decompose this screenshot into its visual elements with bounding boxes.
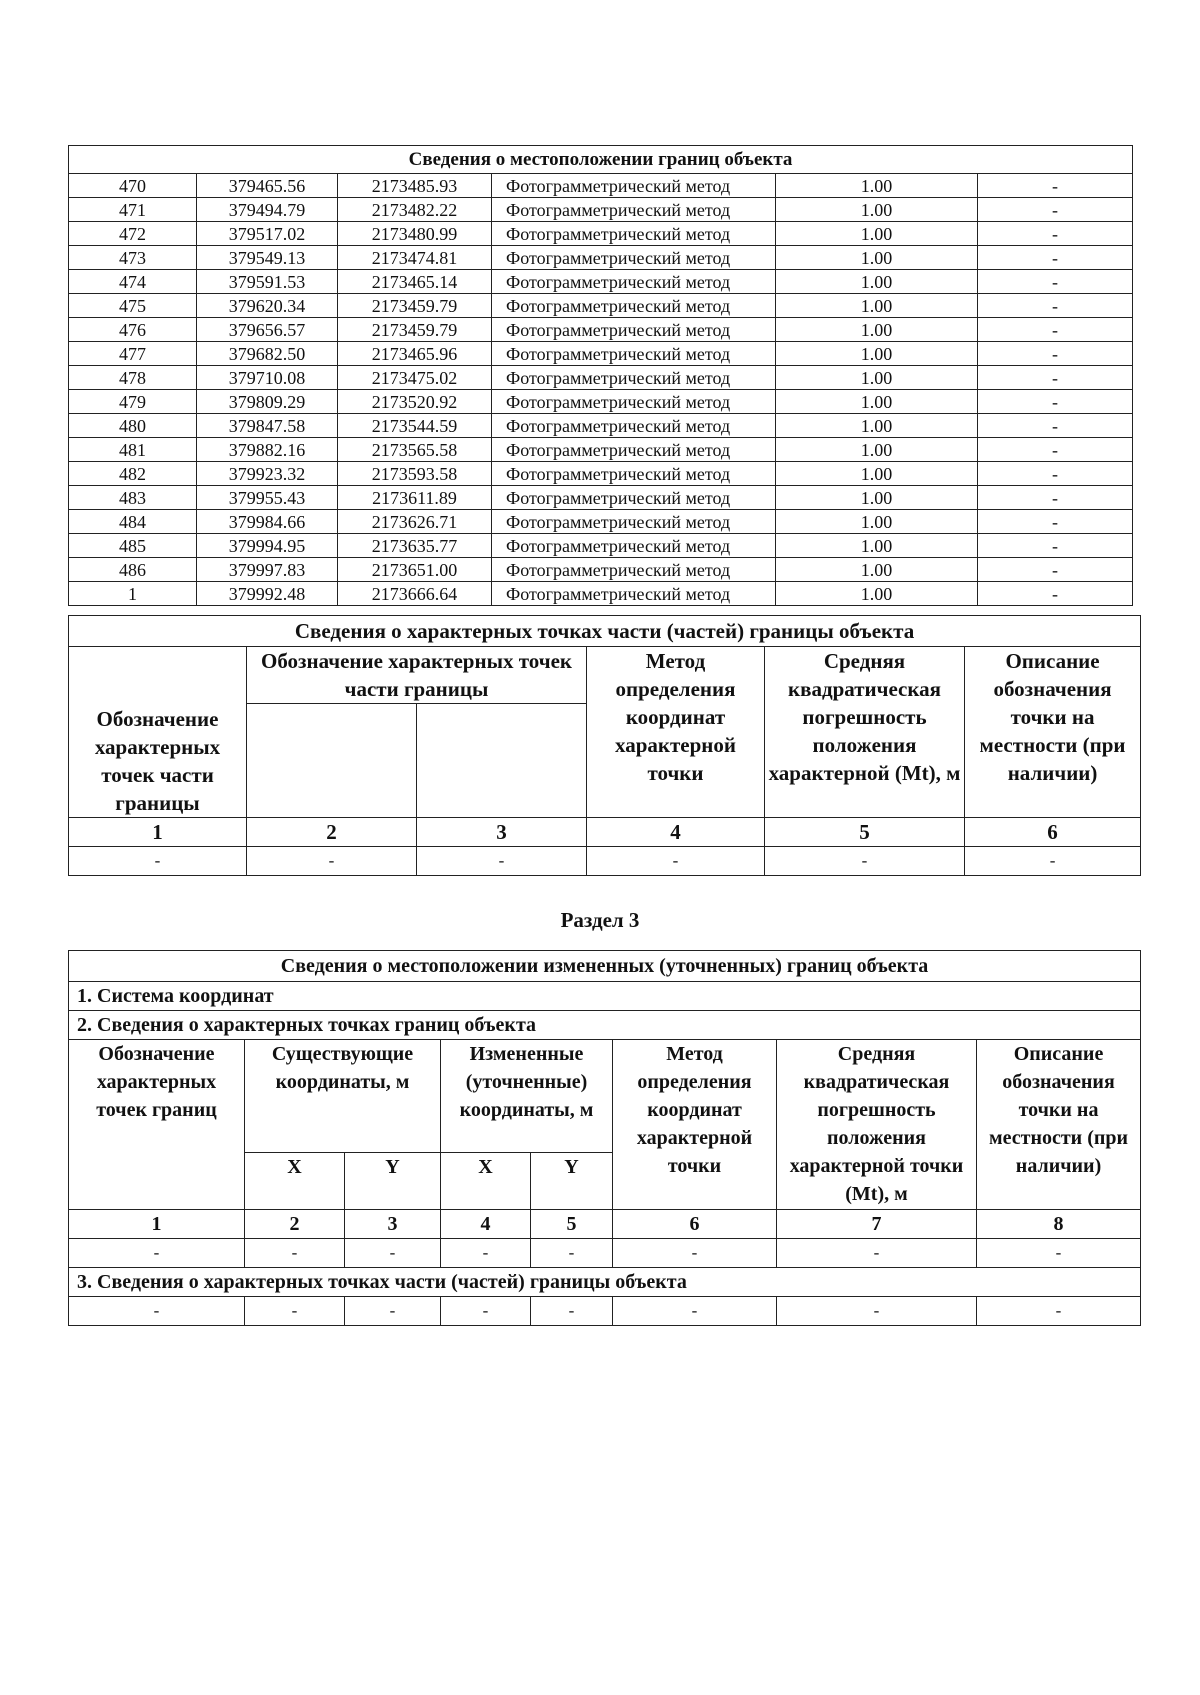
table-row xyxy=(69,510,1133,534)
coord-y: 2173635.77 xyxy=(338,534,492,558)
accuracy-cell: 1.00 xyxy=(776,366,978,390)
empty-cell: - xyxy=(531,1239,613,1268)
method-cell: Фотограмметрический метод xyxy=(492,414,776,438)
coord-x: 379620.34 xyxy=(197,294,338,318)
coord-x: 379847.58 xyxy=(197,414,338,438)
table-row xyxy=(69,294,1133,318)
column-number-row xyxy=(69,818,1141,847)
empty-cell: - xyxy=(977,1239,1141,1268)
accuracy-cell: 1.00 xyxy=(776,414,978,438)
table-title-row xyxy=(69,951,1141,982)
coord-y: 2173593.58 xyxy=(338,462,492,486)
column-number: 2 xyxy=(245,1210,345,1239)
empty-cell: - xyxy=(441,1239,531,1268)
column-number: 6 xyxy=(613,1210,777,1239)
column-number: 7 xyxy=(777,1210,977,1239)
description-cell: - xyxy=(978,270,1133,294)
coord-x: 379882.16 xyxy=(197,438,338,462)
table-row xyxy=(69,414,1133,438)
description-cell: - xyxy=(978,390,1133,414)
table-row xyxy=(69,342,1133,366)
accuracy-cell: 1.00 xyxy=(776,222,978,246)
table-row xyxy=(69,558,1133,582)
table-title-row xyxy=(69,616,1141,647)
point-number: 484 xyxy=(69,510,197,534)
table-row xyxy=(69,318,1133,342)
accuracy-cell: 1.00 xyxy=(776,198,978,222)
column-number: 6 xyxy=(965,818,1141,847)
description-cell: - xyxy=(978,198,1133,222)
column-number: 4 xyxy=(441,1210,531,1239)
point-number: 471 xyxy=(69,198,197,222)
empty-cell: - xyxy=(777,1239,977,1268)
accuracy-cell: 1.00 xyxy=(776,486,978,510)
empty-cell: - xyxy=(531,1297,613,1326)
coord-y: 2173459.79 xyxy=(338,318,492,342)
coord-y: 2173475.02 xyxy=(338,366,492,390)
method-cell: Фотограмметрический метод xyxy=(492,510,776,534)
method-cell: Фотограмметрический метод xyxy=(492,390,776,414)
point-number: 473 xyxy=(69,246,197,270)
coord-y: 2173474.81 xyxy=(338,246,492,270)
coord-y: 2173626.71 xyxy=(338,510,492,534)
col-header-description: Описание обозначения точки на местности (при наличии) xyxy=(965,647,1141,818)
section-title: Раздел 3 xyxy=(560,908,640,932)
table-row xyxy=(69,222,1133,246)
description-cell: - xyxy=(978,246,1133,270)
coord-x: 379682.50 xyxy=(197,342,338,366)
header-row xyxy=(69,1040,1141,1153)
method-cell: Фотограмметрический метод xyxy=(492,294,776,318)
table-row xyxy=(69,582,1133,606)
coord-y: 2173465.96 xyxy=(338,342,492,366)
accuracy-cell: 1.00 xyxy=(776,462,978,486)
method-cell: Фотограмметрический метод xyxy=(492,246,776,270)
empty-cell: - xyxy=(777,1297,977,1326)
point-number: 478 xyxy=(69,366,197,390)
point-number: 476 xyxy=(69,318,197,342)
empty-cell: - xyxy=(613,1239,777,1268)
table-row xyxy=(69,390,1133,414)
empty-cell: - xyxy=(245,1297,345,1326)
coord-x: 379994.95 xyxy=(197,534,338,558)
table-row xyxy=(69,1239,1141,1268)
column-number-row xyxy=(69,1210,1141,1239)
table-row xyxy=(69,270,1133,294)
boundary-location-table xyxy=(68,145,1133,606)
accuracy-cell: 1.00 xyxy=(776,582,978,606)
coordinate-system-label: 1. Система координат xyxy=(69,982,1141,1011)
table-title: Сведения о местоположении измененных (уточненных) границ объекта xyxy=(69,951,1141,982)
empty-cell: - xyxy=(977,1297,1141,1326)
method-cell: Фотограмметрический метод xyxy=(492,438,776,462)
method-cell: Фотограмметрический метод xyxy=(492,222,776,246)
header-row xyxy=(69,647,1141,704)
coord-y: 2173520.92 xyxy=(338,390,492,414)
accuracy-cell: 1.00 xyxy=(776,318,978,342)
description-cell: - xyxy=(978,366,1133,390)
col-header-part-points: Обозначение характерных точек части границы xyxy=(247,647,587,704)
table-row xyxy=(69,198,1133,222)
point-number: 480 xyxy=(69,414,197,438)
col-header-method: Метод определения координат характерной точки xyxy=(587,647,765,818)
col-header-existing-coords: Существующие координаты, м xyxy=(245,1040,441,1153)
coordinate-system-row xyxy=(69,982,1141,1011)
method-cell: Фотограмметрический метод xyxy=(492,198,776,222)
accuracy-cell: 1.00 xyxy=(776,294,978,318)
coord-x: 379656.57 xyxy=(197,318,338,342)
coord-y: 2173565.58 xyxy=(338,438,492,462)
coord-y: 2173611.89 xyxy=(338,486,492,510)
description-cell: - xyxy=(978,486,1133,510)
col-header-y: Y xyxy=(531,1153,613,1210)
coord-x: 379710.08 xyxy=(197,366,338,390)
empty-cell: - xyxy=(247,847,417,876)
point-number: 477 xyxy=(69,342,197,366)
method-cell: Фотограмметрический метод xyxy=(492,534,776,558)
table-row xyxy=(69,438,1133,462)
empty-cell: - xyxy=(441,1297,531,1326)
points-section-label: 2. Сведения о характерных точках границ объекта xyxy=(69,1011,1141,1040)
method-cell: Фотограмметрический метод xyxy=(492,270,776,294)
coord-x: 379549.13 xyxy=(197,246,338,270)
point-number: 485 xyxy=(69,534,197,558)
col-header-y: Y xyxy=(345,1153,441,1210)
coord-x: 379992.48 xyxy=(197,582,338,606)
accuracy-cell: 1.00 xyxy=(776,270,978,294)
changed-boundaries-table xyxy=(68,950,1141,1326)
description-cell: - xyxy=(978,294,1133,318)
method-cell: Фотограмметрический метод xyxy=(492,342,776,366)
description-cell: - xyxy=(978,174,1133,198)
col-header-description: Описание обозначения точки на местности (при наличии) xyxy=(977,1040,1141,1210)
point-number: 475 xyxy=(69,294,197,318)
method-cell: Фотограмметрический метод xyxy=(492,174,776,198)
table-title-row xyxy=(69,146,1133,174)
col-header-changed-coords: Измененные (уточненные) координаты, м xyxy=(441,1040,613,1153)
point-number: 470 xyxy=(69,174,197,198)
point-number: 1 xyxy=(69,582,197,606)
col-header-method: Метод определения координат характерной точки xyxy=(613,1040,777,1210)
col-header-accuracy: Средняя квадратическая погрешность положения характерной точки (Mt), м xyxy=(777,1040,977,1210)
column-number: 5 xyxy=(765,818,965,847)
accuracy-cell: 1.00 xyxy=(776,390,978,414)
point-number: 472 xyxy=(69,222,197,246)
table-title: Сведения о местоположении границ объекта xyxy=(69,146,1133,174)
description-cell: - xyxy=(978,438,1133,462)
empty-cell: - xyxy=(417,847,587,876)
accuracy-cell: 1.00 xyxy=(776,534,978,558)
coord-x: 379809.29 xyxy=(197,390,338,414)
part-points-section-row xyxy=(69,1268,1141,1297)
table-row xyxy=(69,462,1133,486)
part-points-section-label: 3. Сведения о характерных точках части (частей) границы объекта xyxy=(69,1268,1141,1297)
part-boundary-points-table xyxy=(68,615,1141,876)
coord-x: 379955.43 xyxy=(197,486,338,510)
method-cell: Фотограмметрический метод xyxy=(492,318,776,342)
empty-cell: - xyxy=(69,847,247,876)
point-number: 486 xyxy=(69,558,197,582)
point-number: 483 xyxy=(69,486,197,510)
empty-cell: - xyxy=(613,1297,777,1326)
method-cell: Фотограмметрический метод xyxy=(492,582,776,606)
table-row xyxy=(69,246,1133,270)
description-cell: - xyxy=(978,558,1133,582)
method-cell: Фотограмметрический метод xyxy=(492,366,776,390)
points-section-row xyxy=(69,1011,1141,1040)
column-number: 1 xyxy=(69,1210,245,1239)
accuracy-cell: 1.00 xyxy=(776,342,978,366)
table-title: Сведения о характерных точках части (частей) границы объекта xyxy=(69,616,1141,647)
column-number: 5 xyxy=(531,1210,613,1239)
description-cell: - xyxy=(978,318,1133,342)
accuracy-cell: 1.00 xyxy=(776,558,978,582)
coord-y: 2173666.64 xyxy=(338,582,492,606)
col-header-sub-empty xyxy=(417,704,587,818)
coord-y: 2173485.93 xyxy=(338,174,492,198)
column-number: 2 xyxy=(247,818,417,847)
description-cell: - xyxy=(978,462,1133,486)
coord-x: 379494.79 xyxy=(197,198,338,222)
empty-cell: - xyxy=(765,847,965,876)
method-cell: Фотограмметрический метод xyxy=(492,462,776,486)
coord-x: 379923.32 xyxy=(197,462,338,486)
point-number: 481 xyxy=(69,438,197,462)
point-number: 482 xyxy=(69,462,197,486)
coord-x: 379517.02 xyxy=(197,222,338,246)
coord-x: 379984.66 xyxy=(197,510,338,534)
accuracy-cell: 1.00 xyxy=(776,246,978,270)
coord-x: 379997.83 xyxy=(197,558,338,582)
col-header-accuracy: Средняя квадратическая погрешность положения характерной (Mt), м xyxy=(765,647,965,818)
table-row xyxy=(69,847,1141,876)
coord-y: 2173480.99 xyxy=(338,222,492,246)
coord-y: 2173651.00 xyxy=(338,558,492,582)
table-row xyxy=(69,1297,1141,1326)
column-number: 3 xyxy=(345,1210,441,1239)
empty-cell: - xyxy=(965,847,1141,876)
accuracy-cell: 1.00 xyxy=(776,174,978,198)
col-header-x: X xyxy=(245,1153,345,1210)
empty-cell: - xyxy=(587,847,765,876)
empty-cell: - xyxy=(345,1239,441,1268)
table-row xyxy=(69,174,1133,198)
empty-cell: - xyxy=(69,1297,245,1326)
column-number: 3 xyxy=(417,818,587,847)
empty-cell: - xyxy=(69,1239,245,1268)
empty-cell: - xyxy=(245,1239,345,1268)
column-number: 4 xyxy=(587,818,765,847)
accuracy-cell: 1.00 xyxy=(776,438,978,462)
description-cell: - xyxy=(978,414,1133,438)
coord-y: 2173544.59 xyxy=(338,414,492,438)
column-number: 1 xyxy=(69,818,247,847)
description-cell: - xyxy=(978,342,1133,366)
col-header-sub-empty xyxy=(247,704,417,818)
coord-y: 2173459.79 xyxy=(338,294,492,318)
coord-y: 2173465.14 xyxy=(338,270,492,294)
coord-y: 2173482.22 xyxy=(338,198,492,222)
table-row xyxy=(69,534,1133,558)
point-number: 479 xyxy=(69,390,197,414)
method-cell: Фотограмметрический метод xyxy=(492,558,776,582)
table-row xyxy=(69,366,1133,390)
coord-x: 379465.56 xyxy=(197,174,338,198)
col-header-designation: Обозначение характерных точек части границы xyxy=(69,647,247,818)
col-header-x: X xyxy=(441,1153,531,1210)
method-cell: Фотограмметрический метод xyxy=(492,486,776,510)
coord-x: 379591.53 xyxy=(197,270,338,294)
description-cell: - xyxy=(978,222,1133,246)
point-number: 474 xyxy=(69,270,197,294)
column-number: 8 xyxy=(977,1210,1141,1239)
col-header-designation: Обозначение характерных точек границ xyxy=(69,1040,245,1210)
description-cell: - xyxy=(978,510,1133,534)
description-cell: - xyxy=(978,582,1133,606)
empty-cell: - xyxy=(345,1297,441,1326)
description-cell: - xyxy=(978,534,1133,558)
accuracy-cell: 1.00 xyxy=(776,510,978,534)
table-row xyxy=(69,486,1133,510)
